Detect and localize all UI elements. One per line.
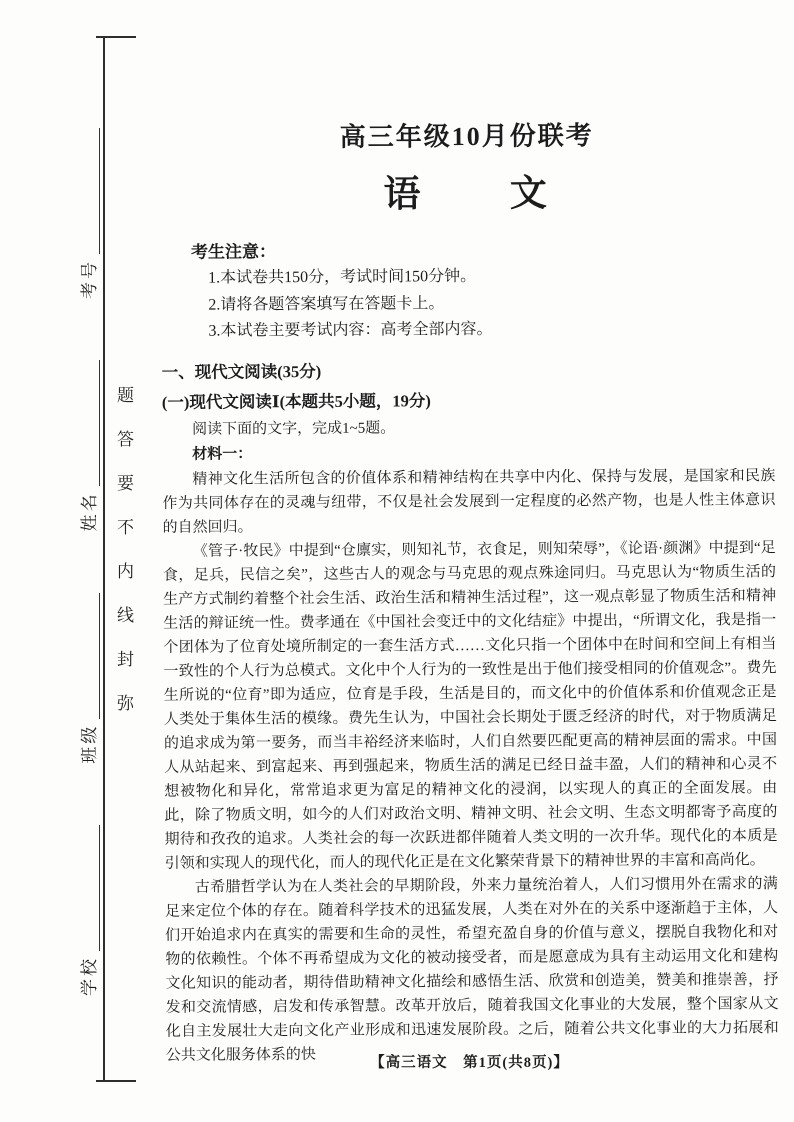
field-school-label: 学校 [79, 956, 99, 996]
reading-instruction: 阅读下面的文字，完成1~5题。 [192, 419, 396, 438]
notice-item: 2.请将各题答案填写在答题卡上。 [208, 294, 445, 314]
field-class-label: 班级 [79, 723, 99, 764]
field-school [75, 825, 100, 996]
exam-subject: 语 文 [383, 173, 551, 216]
notice-item: 1.本试卷共150分，考试时间150分钟。 [208, 267, 477, 287]
field-name-blank [84, 360, 100, 486]
candidate-notice [191, 235, 775, 345]
field-class [75, 593, 100, 764]
field-exam-number-label: 考号 [79, 259, 99, 300]
field-school-blank [84, 825, 100, 951]
seal-warning-text: 题答要不内线封弥 [114, 386, 133, 738]
field-exam-number [75, 128, 100, 299]
exam-content [160, 100, 779, 1067]
field-name [75, 360, 100, 531]
section-heading: 一、现代文阅读(35分) [161, 361, 322, 382]
exam-title: 高三年级10月份联考 [339, 121, 594, 152]
seal-line-top-tick [96, 36, 136, 38]
notice-heading: 考生注意： [190, 242, 277, 262]
page-footer: 【高三语文 第1页(共8页)】 [370, 1055, 569, 1071]
field-exam-number-blank [84, 128, 100, 254]
material-label: 材料一： [192, 445, 253, 463]
student-info-rotated [68, 128, 106, 996]
body-paragraph: 精神文化生活所包含的价值体系和精神结构在共享中内化、保持与发展，是国家和民族作为共同体存在的灵魂与纽带，不仅是社会发展到一定程度的必然产物，也是人性主体意识的自然回归。 [162, 467, 776, 536]
body-paragraph: 《管子·牧民》中提到“仓廪实，则知礼节，衣食足，则知荣辱”，《论语·颜渊》中提到“足食，足兵，民信之矣”，这些古人的观念与马克思的观点殊途同归。马克思认为“物质生活的生产方式制约着整个社会生活、政治生活和精神生活过程”，这一观点彰显了物质生活和精神生活的辩证统一性。费孝通在《中国社会变迁中的文化结症》中提出，“所谓文化，我是指一个团体为了位育处境所制定的一套生活方式……文化只指一个团体中在时间和空间上有相当一致性的个人行为总模式。文化中个人行为的一致性是出于他们接受相同的价值观念”。费先生所说的“位育”即为适应，位育是手段，生活是目的，而文化中的价值体系和价值观念正是人类处于集体生活的模缘。费先生认为，中国社会长期处于匮乏经济的时代，对于物质满足的追求成为第一要务，而当丰裕经济来临时，人们自然要匹配更高的精神层面的需求。中国人从站起来、到富起来、再到强起来，物质生活的满足已经日益丰盈，人们的精神和心灵不想被物化和异化，常常追求更为富足的精神文化的浸润，以实现人的真正的全面发展。由此，除了物质文明，如今的人们对政治文明、精神文明、社会文明、生态文明都寄予高度的期待和孜孜的追求。人类社会的每一次跃进都伴随着人类文明的一次升华。现代化的本质是引领和实现人的现代化，而人的现代化正是在文化繁荣背景下的精神世界的丰富和高尚化。 [162, 539, 778, 872]
field-class-blank [84, 593, 100, 719]
student-info-strip [68, 128, 106, 996]
seal-line-bottom-tick [96, 1080, 136, 1082]
part-heading: (一)现代文阅读Ⅰ(本题共5小题，19分) [161, 390, 431, 412]
notice-item: 3.本试卷主要考试内容：高考全部内容。 [208, 320, 493, 340]
body-paragraph: 古希腊哲学认为在人类社会的早期阶段，外来力量统治着人，人们习惯用外在需求的满足来定位个体的存在。随着科学技术的迅猛发展，人类在对外在的关系中逐渐趋于主体，人们开始追求内在真实的需要和生命的灵性，希望充盈自身的价值与意义，摆脱自我物化和对物的依赖性。个体不再希望成为文化的被动接受者，而是愿意成为具有主动运用文化和建构文化知识的能动者，期待借助精神文化描绘和感悟生活、欣赏和创造美，赞美和推崇善，抒发和交流情感，启发和传承智慧。改革开放后，随着我国文化事业的大发展，整个国家从文化自主发展壮大走向文化产业形成和迅速发展阶段。之后，随着公共文化事业的大力拓展和公共文化服务体系的快 [164, 875, 779, 1064]
field-name-label: 姓名 [79, 491, 99, 532]
